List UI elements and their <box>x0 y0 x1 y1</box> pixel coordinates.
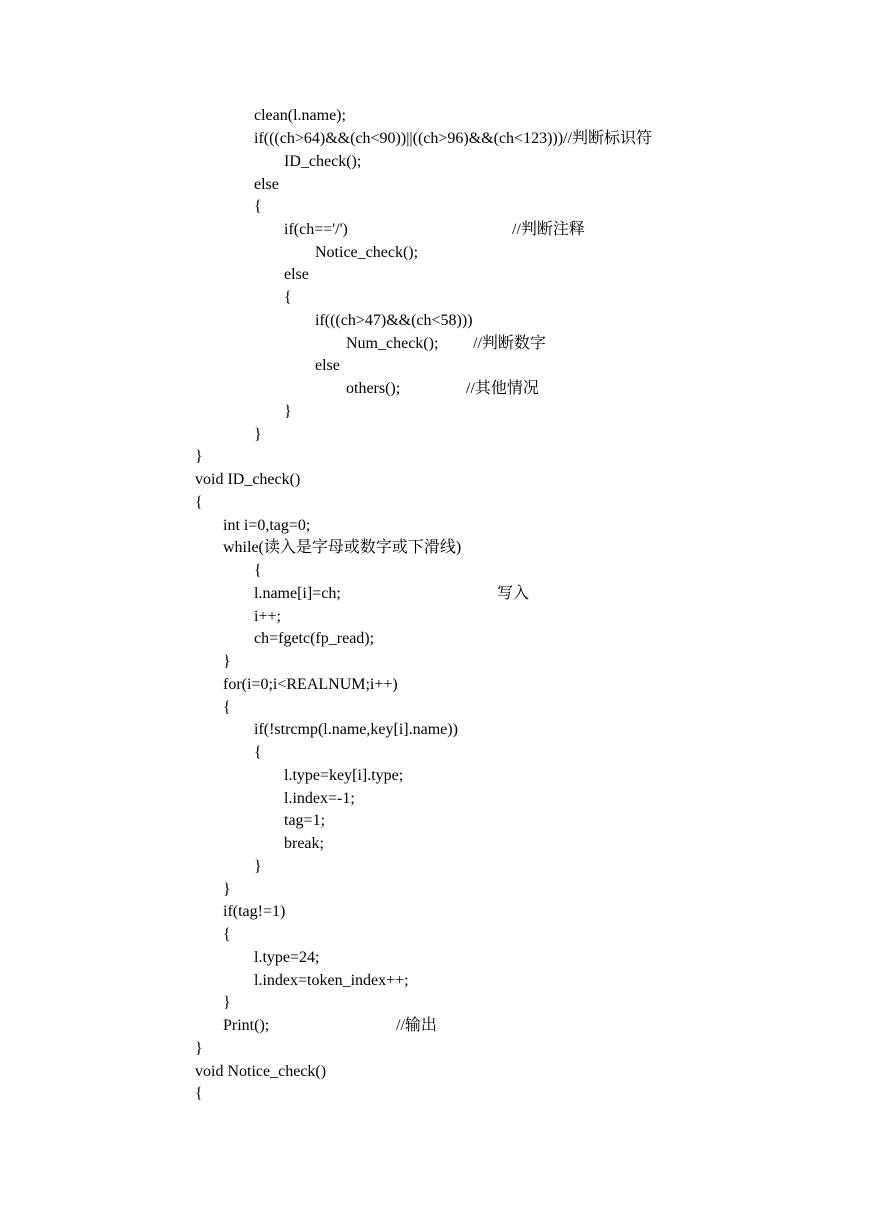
code-line: } <box>284 403 292 420</box>
code-line: if(!strcmp(l.name,key[i].name)) <box>254 721 458 738</box>
code-line: else <box>284 266 309 283</box>
code-line: ch=fgetc(fp_read); <box>254 630 375 647</box>
code-line: } <box>223 994 231 1011</box>
code-line: others(); <box>346 380 401 397</box>
code-line: { <box>254 562 262 579</box>
code-line: { <box>223 699 231 716</box>
code-line: while(读入是字母或数字或下滑线) <box>223 539 462 556</box>
code-line: if(((ch>64)&&(ch<90))||((ch>96)&&(ch<123)))//判断标识符 <box>254 130 652 147</box>
code-comment: //判断数字 <box>473 335 546 352</box>
code-line: int i=0,tag=0; <box>223 517 311 534</box>
code-line: void ID_check() <box>195 471 301 488</box>
code-line: l.index=-1; <box>284 790 355 807</box>
code-comment: //其他情况 <box>466 380 539 397</box>
code-line: l.type=key[i].type; <box>284 767 404 784</box>
code-line: } <box>254 426 262 443</box>
code-comment: 写入 <box>497 585 530 602</box>
code-line: l.name[i]=ch; <box>254 585 341 602</box>
code-line: i++; <box>254 608 281 625</box>
code-line: else <box>315 357 340 374</box>
code-comment: //判断注释 <box>512 221 585 238</box>
code-line: if(tag!=1) <box>223 903 286 920</box>
code-line: { <box>195 494 203 511</box>
code-line: Notice_check(); <box>315 244 419 261</box>
code-comment: //输出 <box>396 1017 437 1034</box>
code-line: { <box>254 198 262 215</box>
code-line: if(ch=='/') <box>284 221 348 238</box>
code-line: { <box>195 1085 203 1102</box>
code-line: if(((ch>47)&&(ch<58))) <box>315 312 473 329</box>
code-line: for(i=0;i<REALNUM;i++) <box>223 676 398 693</box>
code-line: tag=1; <box>284 812 326 829</box>
code-line: } <box>195 448 203 465</box>
code-line: } <box>254 858 262 875</box>
code-line: else <box>254 176 279 193</box>
code-line: } <box>223 653 231 670</box>
code-line: void Notice_check() <box>195 1063 327 1080</box>
code-line: } <box>223 881 231 898</box>
code-line: l.type=24; <box>254 949 320 966</box>
code-line: { <box>284 289 292 306</box>
code-line: { <box>223 926 231 943</box>
code-line: l.index=token_index++; <box>254 972 409 989</box>
code-line: Num_check(); <box>346 335 439 352</box>
code-line: { <box>254 744 262 761</box>
code-line: clean(l.name); <box>254 107 346 124</box>
code-line: } <box>195 1040 203 1057</box>
code-line: break; <box>284 835 324 852</box>
code-line: Print(); <box>223 1017 270 1034</box>
code-line: ID_check(); <box>284 153 362 170</box>
